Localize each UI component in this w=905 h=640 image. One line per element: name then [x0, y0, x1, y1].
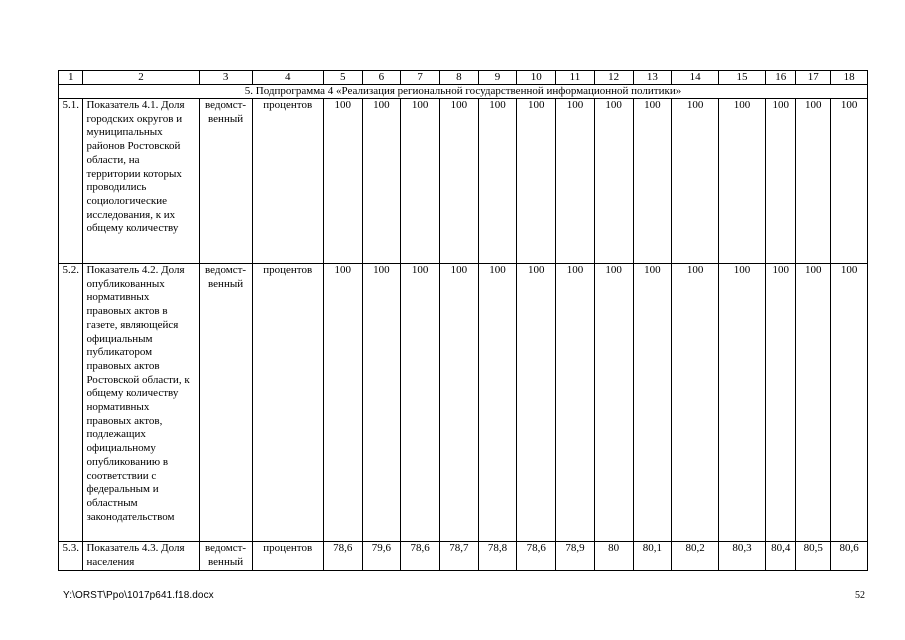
column-number-cell: 1 — [59, 71, 83, 85]
indicator-row — [59, 99, 868, 264]
section-title: 5. Подпрограмма 4 «Реализация региональной государственной информационной политики» — [59, 85, 868, 99]
column-number-cell: 14 — [672, 71, 719, 85]
indicator-value: 80,1 — [633, 542, 672, 571]
column-number-cell: 4 — [252, 71, 323, 85]
indicator-value: 78,8 — [478, 542, 517, 571]
indicator-value: 80 — [594, 542, 633, 571]
indicator-value: 100 — [831, 99, 868, 264]
indicator-value: 78,6 — [517, 542, 556, 571]
indicator-value: 100 — [672, 264, 719, 542]
indicator-value: 100 — [556, 99, 595, 264]
indicator-value: 80,5 — [796, 542, 831, 571]
column-number-cell: 6 — [362, 71, 401, 85]
column-number-cell: 2 — [83, 71, 199, 85]
indicator-value: 100 — [796, 99, 831, 264]
column-number-cell: 17 — [796, 71, 831, 85]
column-number-cell: 11 — [556, 71, 595, 85]
indicator-value: 100 — [362, 99, 401, 264]
indicator-value: 78,7 — [439, 542, 478, 571]
data-source: ведомст-венный — [199, 264, 252, 542]
indicator-value: 100 — [478, 99, 517, 264]
indicator-description: Показатель 4.2. Доля опубликованных нормативных правовых актов в газете, являющейся официальным публикатором правовых актов Ростовской области, к общему количеству нормативных правовых актов, подлежащих официальному опубликованию в соответствии с федеральным и областным законодательством — [83, 264, 199, 542]
indicator-value: 100 — [831, 264, 868, 542]
indicator-value: 100 — [362, 264, 401, 542]
column-number-cell: 9 — [478, 71, 517, 85]
indicator-value: 100 — [719, 264, 766, 542]
indicator-row — [59, 542, 868, 571]
indicator-value: 100 — [478, 264, 517, 542]
unit-of-measure: процентов — [252, 99, 323, 264]
row-number: 5.1. — [59, 99, 83, 264]
indicator-value: 100 — [594, 99, 633, 264]
row-number: 5.3. — [59, 542, 83, 571]
indicator-value: 100 — [672, 99, 719, 264]
indicator-value: 78,6 — [323, 542, 362, 571]
unit-of-measure: процентов — [252, 264, 323, 542]
data-source: ведомст-венный — [199, 99, 252, 264]
column-number-cell: 18 — [831, 71, 868, 85]
indicator-description: Показатель 4.1. Доля городских округов и муниципальных районов Ростовской области, на территории которых проводились социологические исследования, к их общему количеству — [83, 99, 199, 264]
section-row — [59, 85, 868, 99]
indicator-value: 100 — [765, 99, 796, 264]
page-number: 52 — [855, 590, 865, 601]
column-number-cell: 13 — [633, 71, 672, 85]
indicator-value: 100 — [401, 264, 440, 542]
indicator-value: 100 — [323, 99, 362, 264]
indicator-value: 100 — [633, 99, 672, 264]
indicator-value: 79,6 — [362, 542, 401, 571]
unit-of-measure: процентов — [252, 542, 323, 571]
column-number-cell: 12 — [594, 71, 633, 85]
indicator-value: 80,4 — [765, 542, 796, 571]
indicator-value: 80,2 — [672, 542, 719, 571]
column-number-row — [59, 71, 868, 85]
indicator-value: 80,3 — [719, 542, 766, 571]
indicator-value: 100 — [517, 99, 556, 264]
indicator-value: 100 — [439, 99, 478, 264]
column-number-cell: 7 — [401, 71, 440, 85]
file-path: Y:\ORST\Ppo\1017p641.f18.docx — [63, 590, 214, 601]
indicator-description: Показатель 4.3. Доля населения — [83, 542, 199, 571]
indicator-row — [59, 264, 868, 542]
indicator-value: 100 — [517, 264, 556, 542]
indicator-value: 100 — [633, 264, 672, 542]
column-number-cell: 8 — [439, 71, 478, 85]
indicator-value: 80,6 — [831, 542, 868, 571]
indicator-value: 100 — [765, 264, 796, 542]
indicator-value: 100 — [796, 264, 831, 542]
column-number-cell: 3 — [199, 71, 252, 85]
indicator-value: 100 — [719, 99, 766, 264]
column-number-cell: 5 — [323, 71, 362, 85]
row-number: 5.2. — [59, 264, 83, 542]
indicator-value: 100 — [594, 264, 633, 542]
indicator-value: 100 — [323, 264, 362, 542]
indicator-value: 100 — [439, 264, 478, 542]
column-number-cell: 15 — [719, 71, 766, 85]
indicator-value: 78,9 — [556, 542, 595, 571]
data-source: ведомст-венный — [199, 542, 252, 571]
indicator-value: 78,6 — [401, 542, 440, 571]
indicator-value: 100 — [556, 264, 595, 542]
indicator-value: 100 — [401, 99, 440, 264]
column-number-cell: 16 — [765, 71, 796, 85]
indicators-table — [58, 70, 868, 571]
column-number-cell: 10 — [517, 71, 556, 85]
